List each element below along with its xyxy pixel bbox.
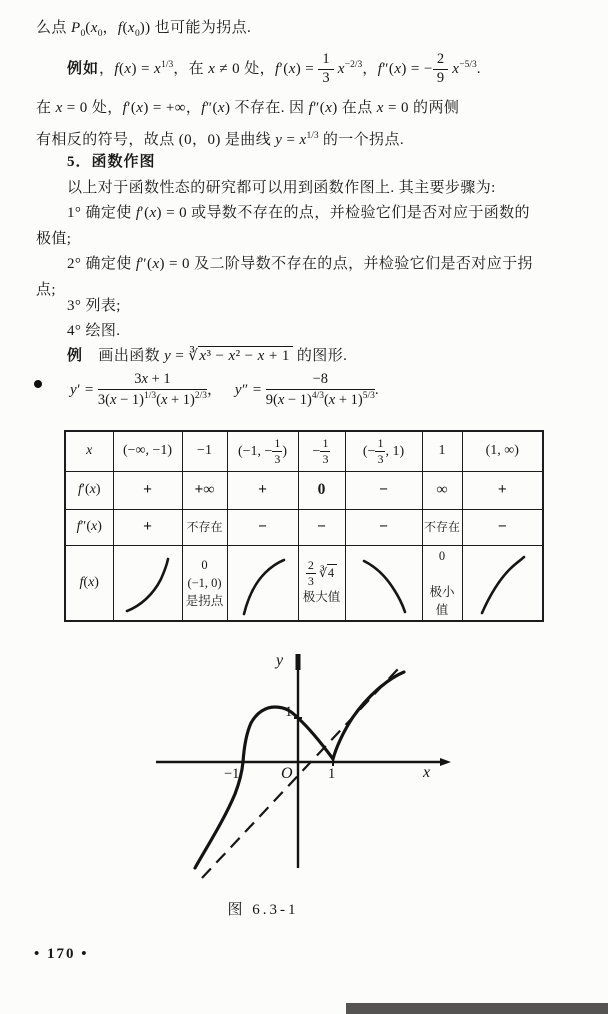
paragraph-inflection-note: 么点 $P_0(x_0$，$f(x_0)$) 也可能为拐点. <box>36 20 252 39</box>
step-4-line: 4° 绘图. <box>67 323 121 339</box>
inflection-point-cell: 0 (−1, 0) 是拐点 <box>182 545 227 621</box>
x-interval-cell: (1, ∞) <box>462 431 543 471</box>
f-prime-cell: 0 <box>298 471 345 509</box>
curve-sketch-icon <box>235 551 291 617</box>
f-second-cell: 不存在 <box>422 509 462 545</box>
curve-sketch-increasing-concave <box>227 545 298 621</box>
x-interval-cell: (−∞, −1) <box>113 431 182 471</box>
table-row-function-behavior <box>65 545 543 621</box>
paragraph-at-zero: 在 x = 0 处，f′(x) = +∞，f″(x) 不存在. 因 f″(x) 在点 x = 0 的两侧 <box>36 100 460 116</box>
graph-canvas <box>140 646 470 904</box>
x-axis-arrow <box>440 758 451 766</box>
x-interval-cell: (− $\frac{1}{3}$ , 1) <box>345 431 422 471</box>
row-label-f: f(x) <box>65 545 113 621</box>
step-2-continued: 点; <box>36 282 56 298</box>
curve-sketch-increasing-convex <box>113 545 182 621</box>
f-second-cell: − <box>462 509 543 545</box>
page-number: • 170 • <box>34 946 89 962</box>
curve-sketch-icon <box>474 551 530 617</box>
step-3-line: 3° 列表; <box>67 298 121 314</box>
section-heading-function-plotting: 5．函数作图 <box>67 154 156 170</box>
f-prime-cell: + <box>113 471 182 509</box>
x-point-cell: − $\frac{1}{3}$ <box>298 431 345 471</box>
minimum-value-cell: 0 极小值 <box>422 545 462 621</box>
x-tick-label-minus1: −1 <box>224 766 240 782</box>
curve-sketch-decreasing <box>345 545 422 621</box>
row-label-f-prime: f′(x) <box>65 471 113 509</box>
figure-6-3-1 <box>140 646 470 904</box>
f-prime-cell: +∞ <box>182 471 227 509</box>
maximum-value-cell: $\frac{2}{3}$ ∛4 极大值 <box>298 545 345 621</box>
y-axis-label: y <box>276 652 284 669</box>
f-prime-cell: ∞ <box>422 471 462 509</box>
f-second-cell: − <box>227 509 298 545</box>
derivative-equations-line: y′ = $\frac{3x + 1}{3(x - 1)^{1/3}(x + 1)^{2/3}}$ ， y″ = $\frac{-8}{9(x - 1)^{4/3}(x + 1)^{5/3}}$ . <box>70 371 380 408</box>
f-prime-cell: − <box>345 471 422 509</box>
paragraph-example-cuberoot: 例如，$f(x) = x^{1/3}$，在 x ≠ 0 处，f′(x) = $\frac{1}{3}$ $x^{-2/3}$，f″(x) = − $\frac{2}{9}$ $x^{-5/3}$. <box>67 51 481 86</box>
scan-artifact-bar <box>346 1003 608 1014</box>
figure-caption: 图 6.3-1 <box>227 902 299 918</box>
step-1-line: 1° 确定使 f′(x) = 0 或导数不存在的点，并检验它们是否对应于函数的 <box>67 205 530 221</box>
curve-sketch-increasing <box>462 545 543 621</box>
x-interval-cell: (−1, − $\frac{1}{3}$ ) <box>227 431 298 471</box>
f-second-cell: 不存在 <box>182 509 227 545</box>
paragraph-steps-intro: 以上对于函数性态的研究都可以用到函数作图上. 其主要步骤为: <box>67 180 496 196</box>
table-row-x <box>65 431 543 471</box>
f-second-cell: − <box>298 509 345 545</box>
variation-table <box>64 430 544 622</box>
f-prime-cell: + <box>462 471 543 509</box>
example-problem-line: 例 画出函数 y = ∛x³ − x² − x + 1 的图形. <box>67 348 348 364</box>
x-tick-label-1: 1 <box>328 766 336 782</box>
step-2-line: 2° 确定使 f″(x) = 0 及二阶导数不存在的点，并检验它们是否对应于拐 <box>67 256 533 272</box>
step-1-continued: 极值; <box>36 231 72 247</box>
x-point-cell: −1 <box>182 431 227 471</box>
curve-sketch-icon <box>356 551 412 617</box>
x-point-cell: 1 <box>422 431 462 471</box>
x-axis-label: x <box>423 764 431 781</box>
paragraph-opposite-signs: 有相反的符号，故点 (0，0) 是曲线 $y = x^{1/3}$ 的一个拐点. <box>36 131 404 148</box>
f-second-cell: − <box>345 509 422 545</box>
row-label-f-double-prime: f″(x) <box>65 509 113 545</box>
table-row-first-derivative <box>65 471 543 509</box>
curve-sketch-icon <box>120 551 176 617</box>
margin-dot-mark <box>34 380 42 388</box>
y-tick-label-1: 1 <box>285 704 293 720</box>
row-label-x: x <box>65 431 113 471</box>
f-prime-cell: + <box>227 471 298 509</box>
table-row-second-derivative <box>65 509 543 545</box>
f-second-cell: + <box>113 509 182 545</box>
origin-label: O <box>281 765 293 782</box>
